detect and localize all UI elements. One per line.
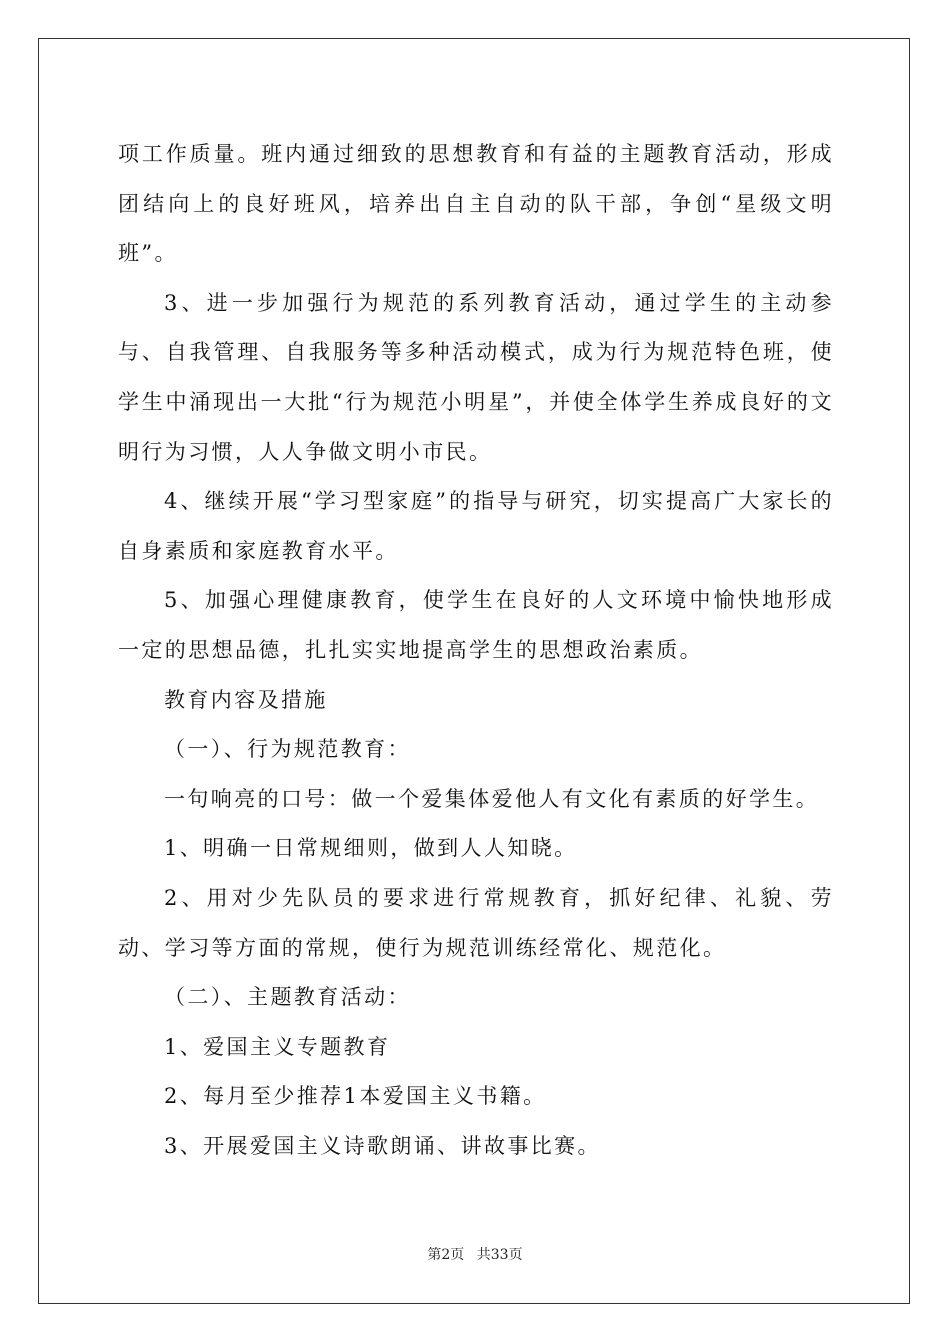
list-item: 2、用对少先队员的要求进行常规教育，抓好纪律、礼貌、劳动、学习等方面的常规，使行为规范训练经常化、规范化。 [118,885,834,960]
subsection-heading: （二）、主题教育活动： [164,985,411,1010]
subsection-heading: （一）、行为规范教育： [164,737,411,762]
list-item: 1、爱国主义专题教育 [164,1034,391,1059]
paragraph: 一句响亮的口号：做一个爱集体爱他人有文化有素质的好学生。 [164,786,820,811]
page-total: 共33页 [476,1247,523,1263]
paragraph: 5、加强心理健康教育，使学生在良好的人文环境中愉快地形成一定的思想品德，扎扎实实地提高学生的思想政治素质。 [118,588,834,662]
paragraph: 项工作质量。班内通过细致的思想教育和有益的主题教育活动，形成团结向上的良好班风，培养出自主自动的队干部，争创“星级文明班”。 [118,142,834,266]
list-item: 1、明确一日常规细则，做到人人知晓。 [164,836,578,861]
page-footer [0,1244,950,1264]
document-body [118,130,834,1171]
section-heading: 教育内容及措施 [164,687,328,712]
list-item: 2、每月至少推荐1本爱国主义书籍。 [164,1084,547,1109]
list-item: 3、开展爱国主义诗歌朗诵、讲故事比赛。 [164,1133,601,1158]
page-number: 第2页 [427,1247,465,1263]
paragraph: 3、进一步加强行为规范的系列教育活动，通过学生的主动参与、自我管理、自我服务等多种活动模式，成为行为规范特色班，使学生中涌现出一大批“行为规范小明星”，并使全体学生养成良好的文明行为习惯，人人争做文明小市民。 [118,290,834,464]
paragraph: 4、继续开展“学习型家庭”的指导与研究，切实提高广大家长的自身素质和家庭教育水平。 [118,489,834,563]
